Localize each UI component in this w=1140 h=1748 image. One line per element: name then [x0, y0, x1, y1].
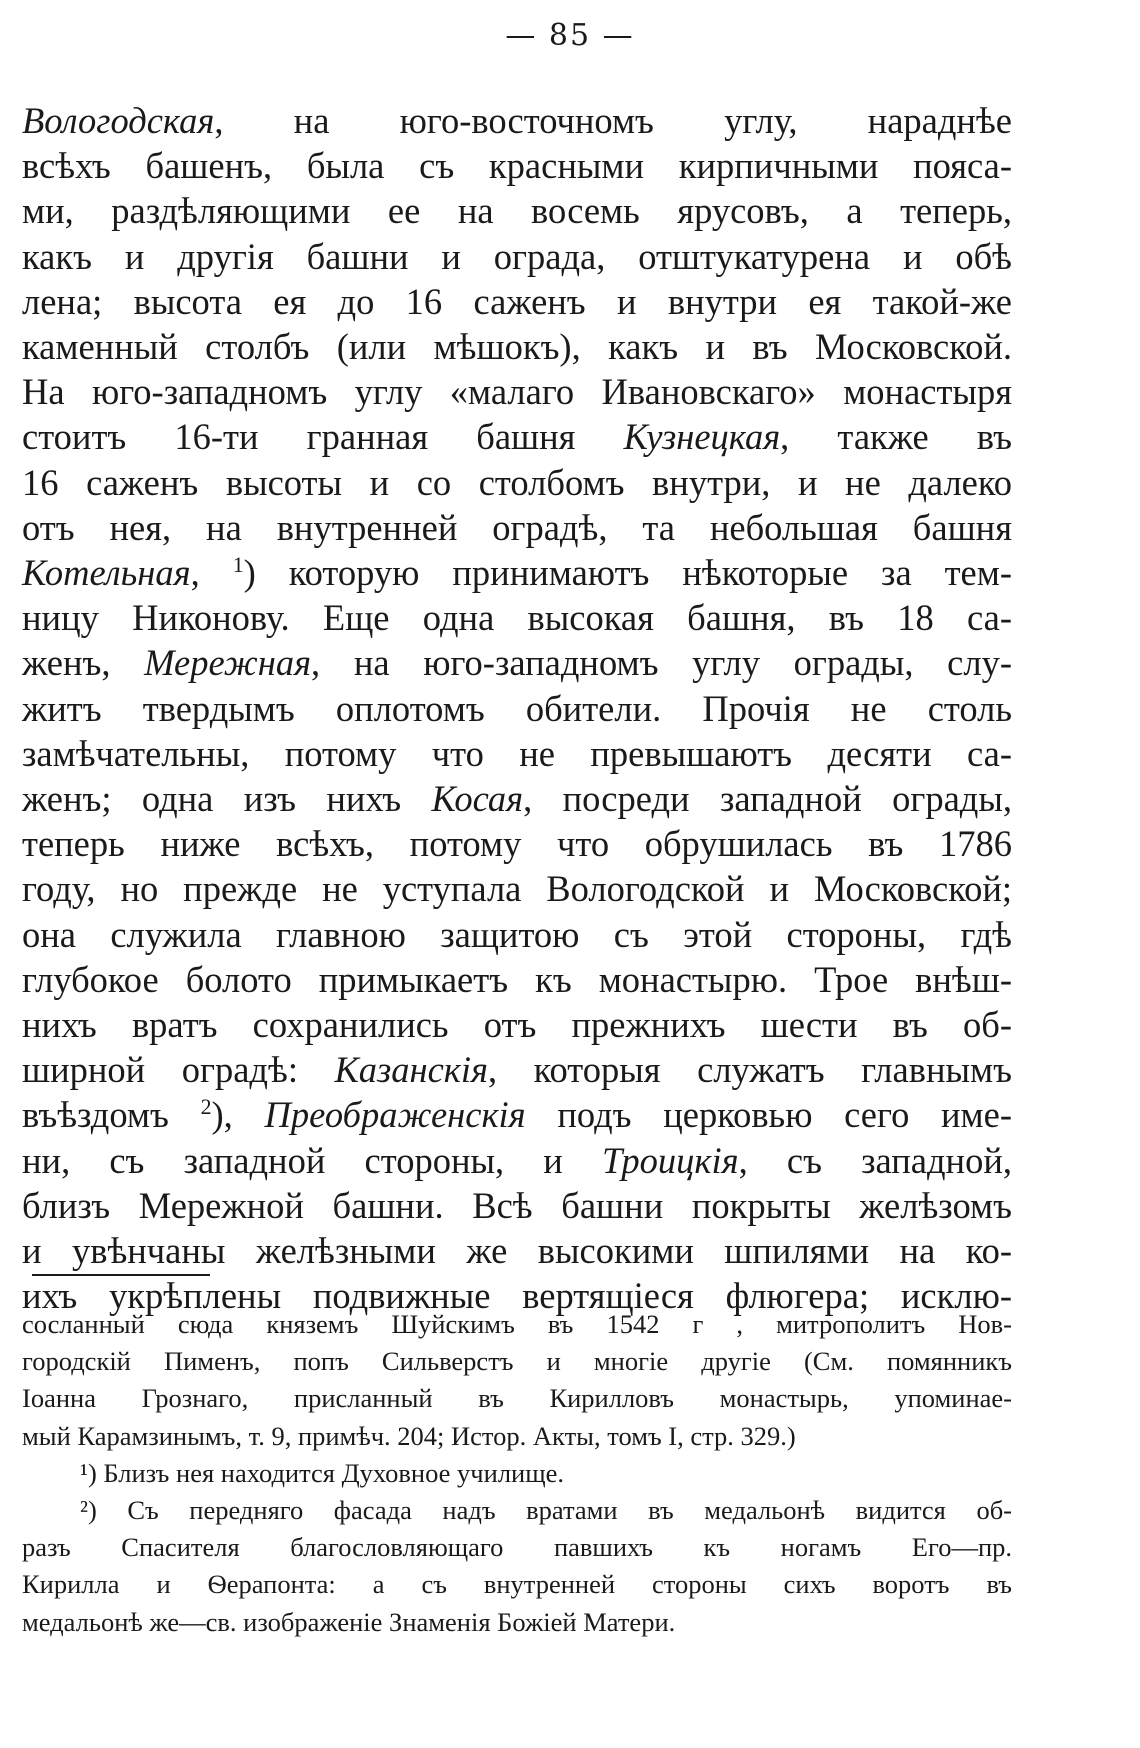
text-line: [22, 776, 1012, 821]
text-line: [22, 369, 1012, 414]
text-line: [22, 188, 1012, 233]
text-segment: подъ церковью сего име-: [525, 1094, 1013, 1136]
text-segment: женъ; одна изъ нихъ: [22, 778, 432, 820]
footnote-line: Кирилла и Ѳерапонта: а съ внутренней стороны сихъ воротъ въ: [22, 1569, 1012, 1600]
text-line: [22, 1047, 1012, 1092]
tower-name: Троицкія: [602, 1139, 739, 1181]
text-segment: глубокое болото примыкаетъ къ монастырю. Трое внѣш-: [22, 958, 1012, 1000]
text-segment: отъ нея, на внутренней оградѣ, та небольшая башня: [22, 506, 1012, 548]
text-segment: , на юго-восточномъ углу, нараднѣе: [214, 100, 1012, 141]
text-line: [22, 1183, 1012, 1228]
text-segment: ни, съ западной стороны, и: [22, 1139, 602, 1181]
text-segment: ихъ укрѣплены подвижные вертящіеся флюгера; исклю-: [22, 1275, 1012, 1317]
page-number: — 85 —: [505, 18, 635, 53]
main-text: [22, 98, 1012, 1318]
text-segment: , также въ: [780, 416, 1013, 458]
text-segment: 16 саженъ высоты и со столбомъ внутри, и не далеко: [22, 461, 1012, 503]
text-segment: и увѣнчаны желѣзными же высокими шпилями на ко-: [22, 1230, 1012, 1272]
footnote-line: Іоанна Грознаго, присланный въ Кирилловъ монастырь, упоминае-: [22, 1383, 1012, 1414]
text-segment: близъ Мережной башни. Всѣ башни покрыты желѣзомъ: [22, 1184, 1012, 1226]
text-segment: теперь ниже всѣхъ, потому что обрушилась въ 1786: [22, 823, 1012, 865]
footnote-separator: [32, 1274, 210, 1276]
text-line: [22, 1228, 1012, 1273]
text-segment: , съ западной,: [738, 1139, 1012, 1181]
tower-name: Косая: [431, 778, 524, 820]
footnote-line: ¹) Близъ нея находится Духовное училище.: [80, 1457, 565, 1488]
text-segment: житъ твердымъ оплотомъ обители. Прочія не столь: [22, 687, 1012, 729]
text-line: [22, 1002, 1012, 1047]
text-segment: каменный столбъ (или мѣшокъ), какъ и въ Московской.: [22, 326, 1012, 368]
text-line: [22, 143, 1012, 188]
text-segment: ,: [190, 552, 233, 594]
text-segment: стоитъ 16-ти гранная башня: [22, 416, 624, 458]
footnote-line: медальонѣ же—св. изображеніе Знаменія Божіей Матери.: [22, 1606, 676, 1637]
text-segment: всѣхъ башенъ, была съ красными кирпичными пояса-: [22, 145, 1012, 187]
text-segment: году, но прежде не уступала Вологодской и Московской;: [22, 868, 1012, 910]
text-segment: ширной оградѣ:: [22, 1049, 335, 1091]
footnote-line: мый Карамзинымъ, т. 9, примѣч. 204; Истор. Акты, томъ I, стр. 329.): [22, 1420, 796, 1451]
text-line: [22, 640, 1012, 685]
text-line: [22, 821, 1012, 866]
text-segment: , посреди западной ограды,: [523, 778, 1012, 820]
text-line: [22, 686, 1012, 731]
text-line: [22, 460, 1012, 505]
text-line: [22, 324, 1012, 369]
footnote-ref: 2: [200, 1094, 212, 1120]
text-line: [22, 731, 1012, 776]
text-line: [22, 957, 1012, 1002]
text-segment: На юго-западномъ углу «малаго Ивановскаго» монастыря: [22, 371, 1012, 413]
tower-name: Кузнецкая: [623, 416, 781, 458]
text-segment: въѣздомъ: [22, 1094, 201, 1136]
tower-name: Казанскія: [334, 1049, 488, 1091]
tower-name: Котельная: [22, 552, 191, 594]
text-line: [22, 912, 1012, 957]
text-segment: какъ и другія башни и ограда, отштукатурена и обѣ: [22, 235, 1012, 277]
footnote-line: сосланный сюда княземъ Шуйскимъ въ 1542 г , митрополитъ Нов-: [22, 1309, 1012, 1339]
text-line: [22, 505, 1012, 550]
text-segment: замѣчательны, потому что не превышаютъ десяти са-: [22, 732, 1012, 774]
text-segment: нихъ вратъ сохранились отъ прежнихъ шести въ об-: [22, 1004, 1012, 1046]
footnote-line: городскій Пименъ, попъ Сильверстъ и многіе другіе (См. помянникъ: [22, 1346, 1012, 1377]
tower-name: Мережная: [144, 642, 312, 684]
text-line: [22, 550, 1012, 595]
text-segment: ницу Никонову. Еще одна высокая башня, въ 18 са-: [22, 597, 1012, 639]
text-line: [22, 414, 1012, 459]
text-line: [22, 279, 1012, 324]
text-line: [22, 1092, 1012, 1137]
text-segment: лена; высота ея до 16 саженъ и внутри ея такой-же: [22, 280, 1012, 322]
tower-name: Преображенскія: [264, 1094, 526, 1136]
tower-name: Вологодская: [22, 100, 215, 141]
footnote-ref: 1: [232, 551, 244, 577]
text-segment: женъ,: [22, 642, 145, 684]
text-line: [22, 1138, 1012, 1183]
footnote-line: ²) Съ передняго фасада надъ вратами въ медальонѣ видится об-: [80, 1495, 1012, 1526]
text-line: [22, 234, 1012, 279]
text-line: [22, 866, 1012, 911]
text-line: [22, 595, 1012, 640]
text-segment: , которыя служатъ главнымъ: [487, 1049, 1012, 1091]
text-segment: ми, раздѣляющими ее на восемь ярусовъ, а теперь,: [22, 190, 1012, 232]
text-line: [22, 98, 1012, 143]
text-segment: , на юго-западномъ углу ограды, слу-: [311, 642, 1012, 684]
footnote-line: разъ Спасителя благословляющаго павшихъ къ ногамъ Его—пр.: [22, 1532, 1012, 1563]
text-segment: ),: [211, 1094, 265, 1136]
text-segment: она служила главною защитою съ этой стороны, гдѣ: [22, 913, 1012, 955]
footnotes: [22, 1306, 1012, 1641]
text-segment: ) которую принимаютъ нѣкоторые за тем-: [243, 552, 1013, 594]
